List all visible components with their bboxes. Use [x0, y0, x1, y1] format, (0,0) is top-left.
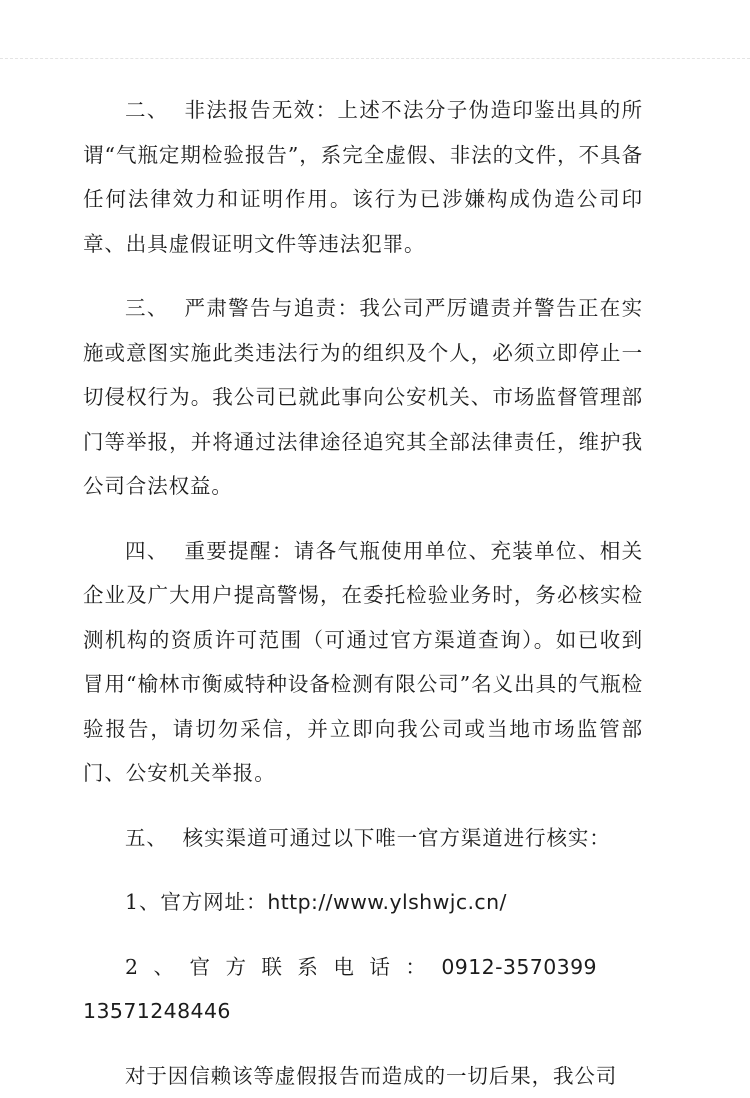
- section-5-text: 核实渠道可通过以下唯一官方渠道进行核实：: [183, 826, 611, 850]
- section-4-number: 四、: [125, 539, 169, 563]
- section-2-paragraph: [83, 88, 643, 266]
- phone-number-landline: 0912-3570399: [441, 955, 597, 979]
- section-5-number: 五、: [125, 826, 168, 850]
- section-2-text: 上述不法分子伪造印鉴出具的所谓“气瓶定期检验报告”，系完全虚假、非法的文件，不具备任何法律效力和证明作用。该行为已涉嫌构成伪造公司印章、出具虚假证明文件等违法犯罪。: [83, 98, 643, 256]
- website-label: 1、官方网址：: [125, 890, 267, 914]
- section-3-number: 三、: [125, 296, 169, 320]
- phone-label: 2、官方联系电话：: [125, 955, 441, 979]
- closing-paragraph: [83, 1054, 643, 1098]
- section-3-paragraph: [83, 286, 643, 509]
- closing-text: 对于因信赖该等虚假报告而造成的一切后果，我公司: [125, 1064, 617, 1088]
- document-body: [83, 88, 643, 1098]
- section-2-number: 二、: [125, 98, 169, 122]
- section-3-text: 我公司严厉谴责并警告正在实施或意图实施此类违法行为的组织及个人，必须立即停止一切侵权行为。我公司已就此事向公安机关、市场监督管理部门等举报，并将通过法律途径追究其全部法律责任，维护我公司合法权益。: [83, 296, 643, 498]
- section-5-paragraph: [83, 816, 643, 861]
- page-top-rule: [0, 58, 750, 59]
- section-4-text: 请各气瓶使用单位、充装单位、相关企业及广大用户提高警惕，在委托检验业务时，务必核实检测机构的资质许可范围（可通过官方渠道查询）。如已收到冒用“榆林市衡威特种设备检测有限公司”名义出具的气瓶检验报告，请切勿采信，并立即向我公司或当地市场监管部门、公安机关举报。: [83, 539, 643, 786]
- section-2-heading: 非法报告无效：: [184, 98, 337, 122]
- phone-number-mobile: 13571248446: [83, 999, 231, 1023]
- website-line: [83, 880, 643, 925]
- section-3-heading: 严肃警告与追责：: [184, 296, 359, 320]
- section-4-heading: 重要提醒：: [184, 539, 293, 563]
- section-4-paragraph: [83, 529, 643, 796]
- website-link[interactable]: http://www.ylshwjc.cn/: [267, 890, 506, 914]
- phone-line: [83, 945, 643, 1034]
